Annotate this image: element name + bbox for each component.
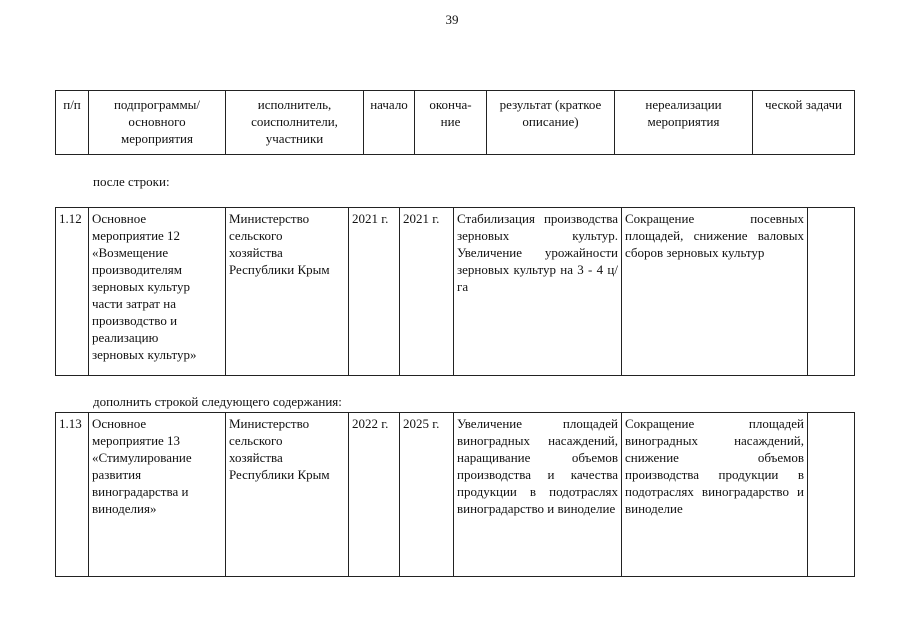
row-task — [808, 208, 855, 376]
header-col-number: п/п — [56, 91, 89, 155]
phrase-after-row: после строки: — [93, 174, 170, 189]
row-number: 1.12 — [56, 208, 89, 376]
row-number: 1.13 — [56, 413, 89, 577]
header-col-program: подпрограммы/ основного мероприятия — [89, 91, 226, 155]
row-start-year: 2022 г. — [349, 413, 400, 577]
header-col-consequence: нереализации мероприятия — [615, 91, 753, 155]
page-number: 39 — [445, 12, 459, 27]
table-row — [56, 208, 855, 376]
row-executor: Министерство сельского хозяйства Республики Крым — [226, 413, 349, 577]
header-col-start: начало — [364, 91, 415, 155]
row-consequence: Сокращение площадей виноградных насаждений, снижение объемов производства продукции в подотраслях виноградарство и виноделие — [622, 413, 808, 577]
header-col-executor: исполнитель, соисполнители, участники — [226, 91, 364, 155]
row-result: Увеличение площадей виноградных насаждений, наращивание объемов производства и качества продукции в подотраслях виноградарство и виноделие — [454, 413, 622, 577]
header-col-end: оконча- ние — [415, 91, 487, 155]
header-col-result: результат (краткое описание) — [487, 91, 615, 155]
row-table-1-13 — [55, 412, 855, 577]
header-table — [55, 90, 855, 155]
row-end-year: 2021 г. — [400, 208, 454, 376]
row-end-year: 2025 г. — [400, 413, 454, 577]
row-program-name: Основное мероприятие 13 «Стимулирование развития виноградарства и виноделия» — [89, 413, 226, 577]
row-program-name: Основное мероприятие 12 «Возмещение производителям зерновых культур части затрат на производство и реализацию зерновых культур» — [89, 208, 226, 376]
row-task — [808, 413, 855, 577]
row-start-year: 2021 г. — [349, 208, 400, 376]
row-result: Стабилизация производства зерновых культур. Увеличение урожайности зерновых культур на 3 - 4 ц/га — [454, 208, 622, 376]
header-col-task: ческой задачи — [753, 91, 855, 155]
table-row — [56, 413, 855, 577]
row-executor: Министерство сельского хозяйства Республики Крым — [226, 208, 349, 376]
row-consequence: Сокращение посевных площадей, снижение валовых сборов зерновых культур — [622, 208, 808, 376]
phrase-add-row: дополнить строкой следующего содержания: — [93, 394, 342, 409]
row-table-1-12 — [55, 207, 855, 376]
